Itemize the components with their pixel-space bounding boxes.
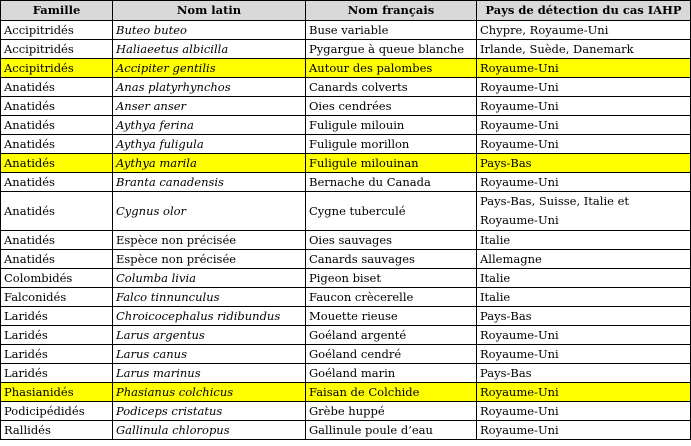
cell-detection-country: Royaume-Uni xyxy=(477,326,691,345)
table-row xyxy=(1,231,691,250)
cell-detection-country: Royaume-Uni xyxy=(477,135,691,154)
cell-detection-country: Irlande, Suède, Danemark xyxy=(477,40,691,59)
header-detection-country: Pays de détection du cas IAHP xyxy=(477,1,691,21)
cell-french-name: Fuligule morillon xyxy=(306,135,477,154)
cell-detection-country: Allemagne xyxy=(477,250,691,269)
table-row-highlighted xyxy=(1,154,691,173)
cell-family: Laridés xyxy=(1,307,113,326)
table-row xyxy=(1,307,691,326)
cell-french-name: Buse variable xyxy=(306,21,477,40)
cell-french-name: Grèbe huppé xyxy=(306,402,477,421)
header-row xyxy=(1,1,691,21)
cell-detection-country: Royaume-Uni xyxy=(477,421,691,440)
table-row xyxy=(1,97,691,116)
table-row-highlighted xyxy=(1,59,691,78)
cell-detection-country: Royaume-Uni xyxy=(477,173,691,192)
cell-family: Laridés xyxy=(1,364,113,383)
cell-latin-name: Larus argentus xyxy=(113,326,306,345)
header-latin-name: Nom latin xyxy=(113,1,306,21)
cell-detection-country: Royaume-Uni xyxy=(477,402,691,421)
cell-french-name: Fuligule milouin xyxy=(306,116,477,135)
cell-latin-name: Phasianus colchicus xyxy=(113,383,306,402)
cell-french-name: Canards sauvages xyxy=(306,250,477,269)
cell-detection-country: Royaume-Uni xyxy=(477,383,691,402)
cell-detection-country: Pays-Bas xyxy=(477,154,691,173)
cell-detection-country: Pays-Bas xyxy=(477,307,691,326)
cell-family: Laridés xyxy=(1,345,113,364)
table-row xyxy=(1,364,691,383)
cell-french-name: Fuligule milouinan xyxy=(306,154,477,173)
table-row xyxy=(1,135,691,154)
cell-detection-country: Royaume-Uni xyxy=(477,78,691,97)
table-row xyxy=(1,402,691,421)
cell-family: Accipitridés xyxy=(1,59,113,78)
table-row xyxy=(1,250,691,269)
table-row xyxy=(1,21,691,40)
cell-latin-name: Anas platyrhynchos xyxy=(113,78,306,97)
cell-family: Anatidés xyxy=(1,250,113,269)
table-row xyxy=(1,288,691,307)
cell-detection-country: Royaume-Uni xyxy=(477,345,691,364)
cell-latin-name: Buteo buteo xyxy=(113,21,306,40)
cell-detection-country: Chypre, Royaume-Uni xyxy=(477,21,691,40)
header-family: Famille xyxy=(1,1,113,21)
cell-french-name: Oies sauvages xyxy=(306,231,477,250)
cell-family: Accipitridés xyxy=(1,40,113,59)
cell-detection-country: Italie xyxy=(477,231,691,250)
cell-detection-country: Royaume-Uni xyxy=(477,97,691,116)
cell-latin-name: Aythya ferina xyxy=(113,116,306,135)
cell-latin-name: Anser anser xyxy=(113,97,306,116)
cell-detection-country: Pays-Bas, Suisse, Italie et Royaume-Uni xyxy=(477,192,691,231)
cell-family: Anatidés xyxy=(1,231,113,250)
cell-latin-name: Aythya fuligula xyxy=(113,135,306,154)
cell-detection-country: Royaume-Uni xyxy=(477,59,691,78)
cell-french-name: Goéland cendré xyxy=(306,345,477,364)
cell-family: Anatidés xyxy=(1,135,113,154)
cell-latin-name: Branta canadensis xyxy=(113,173,306,192)
cell-french-name: Autour des palombes xyxy=(306,59,477,78)
table-row xyxy=(1,345,691,364)
table-row xyxy=(1,192,691,231)
cell-french-name: Bernache du Canada xyxy=(306,173,477,192)
cell-latin-name: Columba livia xyxy=(113,269,306,288)
cell-family: Phasianidés xyxy=(1,383,113,402)
cell-latin-name: Podiceps cristatus xyxy=(113,402,306,421)
cell-detection-country: Italie xyxy=(477,288,691,307)
cell-detection-country: Royaume-Uni xyxy=(477,116,691,135)
cell-latin-name: Haliaeetus albicilla xyxy=(113,40,306,59)
cell-latin-name: Espèce non précisée xyxy=(113,231,306,250)
header-french-name: Nom français xyxy=(306,1,477,21)
cell-french-name: Gallinule poule d’eau xyxy=(306,421,477,440)
cell-latin-name: Cygnus olor xyxy=(113,192,306,231)
cell-family: Anatidés xyxy=(1,78,113,97)
cell-detection-country: Italie xyxy=(477,269,691,288)
cell-family: Anatidés xyxy=(1,97,113,116)
table-row xyxy=(1,269,691,288)
cell-french-name: Pygargue à queue blanche xyxy=(306,40,477,59)
cell-detection-country: Pays-Bas xyxy=(477,364,691,383)
table-body xyxy=(1,21,691,440)
cell-family: Anatidés xyxy=(1,192,113,231)
cell-family: Colombidés xyxy=(1,269,113,288)
cell-latin-name: Falco tinnunculus xyxy=(113,288,306,307)
table-row xyxy=(1,421,691,440)
cell-latin-name: Espèce non précisée xyxy=(113,250,306,269)
cell-french-name: Cygne tuberculé xyxy=(306,192,477,231)
cell-french-name: Canards colverts xyxy=(306,78,477,97)
table-row xyxy=(1,173,691,192)
cell-french-name: Faucon crècerelle xyxy=(306,288,477,307)
cell-french-name: Pigeon biset xyxy=(306,269,477,288)
cell-family: Podicipédidés xyxy=(1,402,113,421)
cell-family: Rallidés xyxy=(1,421,113,440)
cell-french-name: Faisan de Colchide xyxy=(306,383,477,402)
cell-latin-name: Gallinula chloropus xyxy=(113,421,306,440)
cell-latin-name: Chroicocephalus ridibundus xyxy=(113,307,306,326)
table-row xyxy=(1,78,691,97)
cell-latin-name: Larus marinus xyxy=(113,364,306,383)
table-row xyxy=(1,40,691,59)
cell-latin-name: Accipiter gentilis xyxy=(113,59,306,78)
cell-family: Laridés xyxy=(1,326,113,345)
table-row xyxy=(1,116,691,135)
table-row-highlighted xyxy=(1,383,691,402)
cell-latin-name: Larus canus xyxy=(113,345,306,364)
cell-family: Anatidés xyxy=(1,116,113,135)
cell-french-name: Goéland marin xyxy=(306,364,477,383)
cell-latin-name: Aythya marila xyxy=(113,154,306,173)
cell-french-name: Goéland argenté xyxy=(306,326,477,345)
table-row xyxy=(1,326,691,345)
cell-french-name: Mouette rieuse xyxy=(306,307,477,326)
cell-family: Anatidés xyxy=(1,154,113,173)
cell-french-name: Oies cendrées xyxy=(306,97,477,116)
cell-family: Anatidés xyxy=(1,173,113,192)
cell-family: Falconidés xyxy=(1,288,113,307)
cell-family: Accipitridés xyxy=(1,21,113,40)
